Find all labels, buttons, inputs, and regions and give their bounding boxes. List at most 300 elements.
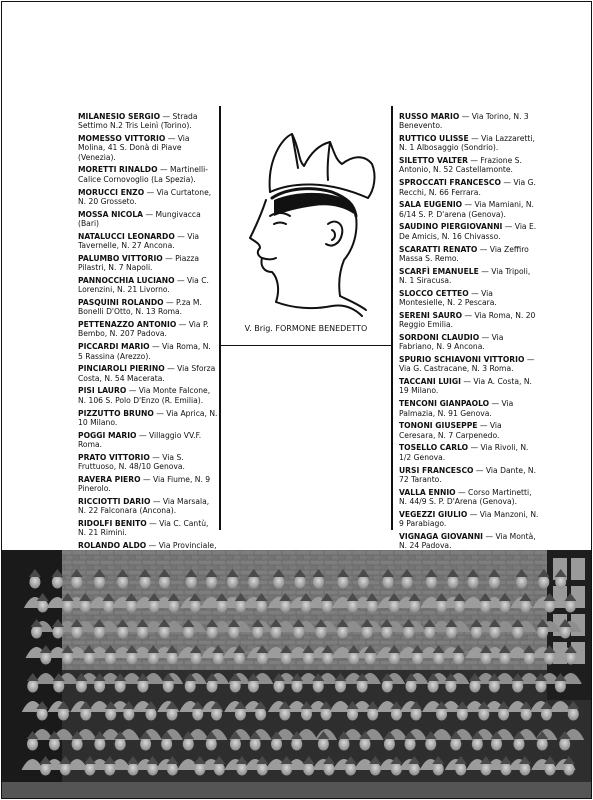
figure-head xyxy=(457,708,468,721)
roster-name: TONONI GIUSEPPE xyxy=(399,421,478,431)
figure-head xyxy=(256,600,267,613)
roster-entry xyxy=(399,510,539,529)
roster-address: Strada Settimo N.2 Tris Leinì (Torino). xyxy=(78,112,198,131)
figure-head xyxy=(294,576,305,589)
figure-head xyxy=(163,680,174,693)
roster-entry xyxy=(399,488,539,507)
roster-name: PANNOCCHIA LUCIANO xyxy=(78,275,175,285)
roster-dash: — xyxy=(146,518,160,528)
figure-head xyxy=(292,680,303,693)
roster-entry xyxy=(399,222,539,241)
figure-head xyxy=(480,763,491,776)
figure-head xyxy=(52,626,63,639)
figure-head xyxy=(537,626,548,639)
roster-address: Via P. Bembo, N. 207 Padova. xyxy=(78,320,209,339)
figure-head xyxy=(94,576,105,589)
figure-head xyxy=(273,576,284,589)
roster-name: RUTTICO ULISSE xyxy=(399,134,469,144)
figure-head xyxy=(524,652,535,665)
roster-name: VIGNAGA GIOVANNI xyxy=(399,531,484,541)
figure-head xyxy=(105,708,116,721)
roster-entry xyxy=(78,210,218,229)
page-frame xyxy=(1,1,592,799)
figure-head xyxy=(257,652,268,665)
figure-head xyxy=(489,576,500,589)
roster-address: Martinelli-Calice Cornovoglio (La Spezia). xyxy=(78,165,208,184)
roster-name: PRATO VITTORIO xyxy=(78,452,150,462)
figure-head xyxy=(489,626,500,639)
figure-head xyxy=(347,708,358,721)
figure-head xyxy=(115,738,126,751)
roster-dash: — xyxy=(477,421,490,431)
roster-address: Via E. De Amicis, N. 16 Chivasso. xyxy=(399,222,537,241)
roster-name: MORETTI RINALDO xyxy=(78,165,158,175)
figure-head xyxy=(544,600,555,613)
group-photograph xyxy=(2,550,591,798)
figure-head xyxy=(167,763,178,776)
roster-name: TENCONI GIANPAOLO xyxy=(399,399,490,409)
figure-head xyxy=(519,763,530,776)
roster-entry xyxy=(399,466,539,485)
roster-dash: — xyxy=(160,112,173,121)
roster-address: Via Molina, 41 S. Donà di Piave (Venezia). xyxy=(78,134,190,162)
roster-dash: — xyxy=(140,474,153,484)
figure-head xyxy=(359,738,370,751)
figure-head xyxy=(370,763,381,776)
figure-head xyxy=(192,708,203,721)
figure-head xyxy=(62,600,73,613)
roster-address: Via Provinciale, xyxy=(158,541,217,551)
roster-address: Via Fiume, N. 9 Pinerolo. xyxy=(78,474,211,494)
figure-head xyxy=(433,763,444,776)
roster-dash: — xyxy=(462,200,475,210)
figure-head xyxy=(168,600,179,613)
roster-dash: — xyxy=(459,112,472,121)
figure-head xyxy=(322,652,333,665)
figure-head xyxy=(367,708,378,721)
figure-head xyxy=(337,626,348,639)
roster-name: MILANESIO SERGIO xyxy=(78,112,161,121)
roster-address: Via Lazzaretti, N. 1 Albosaggio (Sondrio). xyxy=(399,134,535,153)
roster-address: Via Marsala, N. 22 Falconara (Ancona). xyxy=(78,496,210,516)
figure-head xyxy=(207,626,218,639)
figure-head xyxy=(424,626,435,639)
figure-head xyxy=(40,763,51,776)
roster-address: Via Sforza Costa, N. 54 Macerata. xyxy=(78,364,216,383)
roster-name: MOMESSO VITTORIO xyxy=(78,134,166,144)
figure-head xyxy=(167,652,178,665)
left-name-column xyxy=(78,112,218,585)
figure-head xyxy=(337,576,348,589)
roster-name: SCARFÌ EMANUELE xyxy=(399,266,479,276)
roster-dash: — xyxy=(153,408,167,418)
portrait-rule xyxy=(220,345,392,346)
roster-name: PICCARDI MARIO xyxy=(78,342,150,352)
roster-name: VALLA ENNIO xyxy=(399,487,456,497)
figure-head xyxy=(291,738,302,751)
roster-entry xyxy=(399,421,539,440)
roster-entry xyxy=(78,364,218,383)
figure-head xyxy=(357,680,368,693)
roster-name: RIDOLFI BENITO xyxy=(78,518,147,528)
figure-head xyxy=(161,738,172,751)
figure-head xyxy=(303,652,314,665)
figure-head xyxy=(389,652,400,665)
figure-head xyxy=(159,576,170,589)
figure-head xyxy=(471,626,482,639)
roster-dash: — xyxy=(483,531,496,541)
figure-head xyxy=(445,680,456,693)
roster-address: Via A. Costa, N. 19 Milano. xyxy=(399,377,532,396)
roster-entry xyxy=(78,342,218,361)
roster-entry xyxy=(399,267,539,286)
figure-head xyxy=(53,680,64,693)
figure-head xyxy=(472,738,483,751)
figure-head xyxy=(281,652,292,665)
figure-head xyxy=(190,652,201,665)
figure-head xyxy=(206,576,217,589)
roster-name: PISI LAURO xyxy=(78,386,127,396)
figure-head xyxy=(555,576,566,589)
figure-head xyxy=(255,708,266,721)
roster-entry xyxy=(399,112,539,131)
roster-name: PETTENAZZO ANTONIO xyxy=(78,320,177,330)
roster-entry xyxy=(399,245,539,264)
roster-address: Via Tripoli, N. 1 Siracusa. xyxy=(399,266,531,285)
roster-dash: — xyxy=(174,275,188,285)
roster-entry xyxy=(78,475,218,494)
roster-dash: — xyxy=(500,178,514,188)
figure-head xyxy=(206,680,217,693)
roster-address: Via Roma, N. 5 Rassina (Arezzo). xyxy=(78,342,211,361)
roster-address: Frazione S. Antonio, N. 52 Castellamonte. xyxy=(399,156,522,175)
roster-name: PINCIAROLI PIERINO xyxy=(78,364,165,374)
figure-head xyxy=(123,708,134,721)
portrait-sketch xyxy=(232,120,387,320)
figure-head xyxy=(499,600,510,613)
figure-head xyxy=(401,576,412,589)
roster-name: SAUDINO PIERGIOVANNI xyxy=(399,222,503,232)
figure-head xyxy=(80,600,91,613)
roster-entry xyxy=(399,333,539,352)
roster-name: PASQUINI ROLANDO xyxy=(78,298,164,308)
figure-head xyxy=(446,626,457,639)
figure-head xyxy=(384,738,395,751)
figure-head xyxy=(140,738,151,751)
figure-head xyxy=(230,738,241,751)
figure-head xyxy=(49,738,60,751)
roster-name: ROLANDO ALDO xyxy=(78,541,147,551)
figure-head xyxy=(148,652,159,665)
figure-head xyxy=(405,738,416,751)
roster-name: TOSELLO CARLO xyxy=(399,443,469,453)
figure-head xyxy=(303,763,314,776)
roster-name: SPURIO SCHIAVONI VITTORIO xyxy=(399,355,525,365)
figure-head xyxy=(117,576,128,589)
roster-address: Via Tavernelle, N. 27 Ancona. xyxy=(78,231,199,251)
roster-name: RICCIOTTI DARIO xyxy=(78,496,151,506)
figure-head xyxy=(478,708,489,721)
roster-entry xyxy=(78,409,218,428)
figure-head xyxy=(455,763,466,776)
figure-head xyxy=(252,626,263,639)
figure-head xyxy=(480,652,491,665)
figure-head xyxy=(104,763,115,776)
roster-entry xyxy=(399,311,539,330)
right-name-column xyxy=(399,112,539,554)
figure-head xyxy=(469,680,480,693)
figure-head xyxy=(234,652,245,665)
figure-head xyxy=(248,576,259,589)
figure-head xyxy=(167,708,178,721)
roster-name: TACCANI LUIGI xyxy=(399,377,461,387)
figure-head xyxy=(426,576,437,589)
roster-entry xyxy=(399,443,539,462)
figure-head xyxy=(183,626,194,639)
figure-head xyxy=(140,576,151,589)
figure-head xyxy=(280,600,291,613)
roster-entry xyxy=(399,377,539,396)
figure-head xyxy=(358,576,369,589)
roster-entry xyxy=(399,134,539,153)
roster-address: Corso Martinetti, N. 44/9 S. P. D'Arena (Genova). xyxy=(399,487,532,506)
roster-entry xyxy=(78,298,218,317)
figure-head xyxy=(60,763,71,776)
figure-head xyxy=(145,708,156,721)
roster-address: Mungivacca (Bari) xyxy=(78,209,201,228)
figure-head xyxy=(318,738,329,751)
roster-address: Via Mamiani, N. 6/14 S. P. D'arena (Genova). xyxy=(399,200,534,219)
figure-head xyxy=(425,738,436,751)
figure-head xyxy=(72,738,83,751)
figure-head xyxy=(480,600,491,613)
figure-head xyxy=(159,626,170,639)
roster-address: Via Torino, N. 3 Benevento. xyxy=(399,112,529,131)
roster-entry xyxy=(78,112,218,131)
roster-dash: — xyxy=(462,310,475,320)
roster-dash: — xyxy=(144,187,157,197)
figure-head xyxy=(84,763,95,776)
figure-head xyxy=(216,600,227,613)
figure-head xyxy=(228,626,239,639)
figure-head xyxy=(321,708,332,721)
roster-dash: — xyxy=(460,377,474,387)
roster-name: PIZZUTTO BRUNO xyxy=(78,408,154,418)
roster-name: SERENI SAURO xyxy=(399,310,463,320)
figure-head xyxy=(468,576,479,589)
figure-head xyxy=(80,708,91,721)
roster-entry xyxy=(78,232,218,251)
figure-head xyxy=(362,626,373,639)
roster-entry xyxy=(399,355,539,374)
roster-dash: — xyxy=(502,222,515,232)
roster-address: Via Palmazia, N. 91 Genova. xyxy=(399,399,514,418)
figure-head xyxy=(31,626,42,639)
figure-head xyxy=(565,600,576,613)
figure-head xyxy=(367,600,378,613)
roster-address: Via C. Lorenzini, N. 21 Livorno. xyxy=(78,275,209,295)
figure-head xyxy=(273,680,284,693)
figure-head xyxy=(405,680,416,693)
roster-entry xyxy=(78,453,218,472)
roster-name: SALA EUGENIO xyxy=(399,200,463,210)
column-divider-right xyxy=(391,106,393,530)
figure-head xyxy=(565,652,576,665)
figure-head xyxy=(335,680,346,693)
roster-address: Via Roma, N. 20 Reggio Emilia. xyxy=(399,310,536,330)
roster-name: SCARATTI RENATO xyxy=(399,244,478,254)
figure-head xyxy=(37,708,48,721)
figure-head xyxy=(270,626,281,639)
figure-head xyxy=(345,763,356,776)
figure-head xyxy=(500,763,511,776)
figure-head xyxy=(76,680,87,693)
figure-head xyxy=(555,680,566,693)
roster-entry xyxy=(399,200,539,219)
roster-address: Via Montà, N. 24 Padova. xyxy=(399,531,536,551)
figure-head xyxy=(315,626,326,639)
figure-head xyxy=(559,738,570,751)
figure-head xyxy=(564,763,575,776)
figure-head xyxy=(541,708,552,721)
roster-dash: — xyxy=(477,244,490,254)
figure-head xyxy=(537,738,548,751)
roster-address: Via Montesielle, N. 2 Pescara. xyxy=(399,288,497,308)
figure-head xyxy=(321,600,332,613)
roster-address: Via Monte Falcone, N. 106 S. Polo D'Enzo (R. Emilia). xyxy=(78,386,211,405)
roster-dash: — xyxy=(149,342,163,352)
figure-head xyxy=(137,626,148,639)
figure-head xyxy=(545,763,556,776)
roster-dash: — xyxy=(163,298,177,308)
figure-head xyxy=(126,652,137,665)
figure-head xyxy=(512,626,523,639)
figure-head xyxy=(450,738,461,751)
roster-dash: — xyxy=(176,320,189,330)
figure-head xyxy=(29,576,40,589)
roster-address: Via G. Recchi, N. 66 Ferrara. xyxy=(399,178,536,197)
roster-entry xyxy=(78,431,218,450)
roster-address: Via Aprica, N. 10 Milano. xyxy=(78,408,218,427)
figure-head xyxy=(52,576,63,589)
roster-dash: — xyxy=(143,209,156,219)
figure-head xyxy=(227,576,238,589)
roster-dash: — xyxy=(157,165,170,175)
figure-head xyxy=(71,576,82,589)
figure-head xyxy=(94,626,105,639)
figure-head xyxy=(186,576,197,589)
roster-dash: — xyxy=(149,452,163,462)
figure-head xyxy=(544,652,555,665)
figure-head xyxy=(499,652,510,665)
figure-head xyxy=(433,652,444,665)
roster-name: RUSSO MARIO xyxy=(399,112,460,121)
figure-head xyxy=(137,680,148,693)
figure-head xyxy=(428,680,439,693)
figure-head xyxy=(279,708,290,721)
roster-address: Via Fabriano, N. 9 Ancona. xyxy=(399,332,504,352)
roster-dash: — xyxy=(468,156,481,166)
figure-head xyxy=(389,600,400,613)
figure-head xyxy=(235,708,246,721)
roster-name: PALUMBO VITTORIO xyxy=(78,253,163,263)
figure-head xyxy=(521,708,532,721)
figure-head xyxy=(391,763,402,776)
figure-head xyxy=(381,626,392,639)
figure-head xyxy=(37,600,48,613)
roster-entry xyxy=(399,289,539,308)
roster-dash: — xyxy=(455,487,469,497)
roster-name: VEGEZZI GIULIO xyxy=(399,509,468,519)
figure-head xyxy=(40,652,51,665)
figure-head xyxy=(190,600,201,613)
roster-dash: — xyxy=(468,134,482,144)
roster-name: MOSSA NICOLA xyxy=(78,209,144,219)
roster-dash: — xyxy=(478,266,492,276)
figure-head xyxy=(27,738,38,751)
figure-head xyxy=(300,600,311,613)
figure-head xyxy=(324,763,335,776)
figure-head xyxy=(94,738,105,751)
figure-head xyxy=(313,680,324,693)
figure-head xyxy=(127,763,138,776)
figure-head xyxy=(568,708,579,721)
roster-dash: — xyxy=(162,253,176,263)
roster-entry xyxy=(399,399,539,418)
roster-address: Via Manzoni, N. 9 Parabiago. xyxy=(399,509,539,528)
figure-head xyxy=(248,680,259,693)
roster-entry xyxy=(78,165,218,184)
figure-head xyxy=(520,600,531,613)
roster-address: Piazza Pilastri, N. 7 Napoli. xyxy=(78,253,199,273)
roster-dash: — xyxy=(136,430,149,440)
roster-name: NATALUCCI LEONARDO xyxy=(78,231,175,241)
figure-head xyxy=(126,600,137,613)
figure-head xyxy=(27,680,38,693)
portrait-caption: V. Brig. FORMONE BENEDETTO xyxy=(244,324,368,333)
roster-dash: — xyxy=(126,386,139,396)
figure-head xyxy=(512,680,523,693)
column-divider-left xyxy=(219,106,221,530)
roster-name: RAVERA PIERO xyxy=(78,474,141,484)
roster-address: Via Zeffiro Massa S. Remo. xyxy=(399,244,529,263)
figure-head xyxy=(211,708,222,721)
roster-dash: — xyxy=(524,355,535,365)
roster-name: MORUCCI ENZO xyxy=(78,187,145,197)
figure-head xyxy=(84,652,95,665)
roster-name: SILETTO VALTER xyxy=(399,156,468,166)
roster-dash: — xyxy=(467,509,480,519)
figure-head xyxy=(149,600,160,613)
figure-head xyxy=(411,708,422,721)
figure-head xyxy=(338,738,349,751)
roster-address: Villaggio VV.F. Roma. xyxy=(78,430,202,449)
figure-head xyxy=(103,600,114,613)
roster-name: SLOCCO CETTEO xyxy=(399,288,469,298)
figure-head xyxy=(498,708,509,721)
roster-entry xyxy=(399,156,539,175)
figure-head xyxy=(516,576,527,589)
figure-head xyxy=(147,763,158,776)
figure-head xyxy=(313,576,324,589)
figure-head xyxy=(403,626,414,639)
figure-head xyxy=(454,600,465,613)
roster-dash: — xyxy=(146,541,159,551)
figure-head xyxy=(230,680,241,693)
figure-head xyxy=(257,763,268,776)
figure-head xyxy=(538,576,549,589)
roster-address: Via G. Castracane, N. 3 Roma. xyxy=(399,364,514,374)
